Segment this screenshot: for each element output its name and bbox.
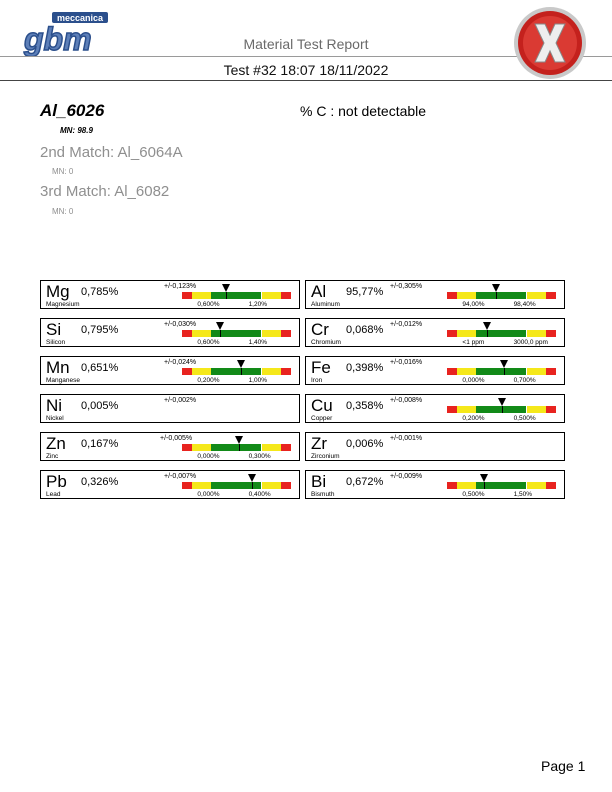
element-value: 0,651% <box>81 362 119 374</box>
gauge-segment-yellow <box>527 330 547 337</box>
element-symbol: Pb <box>46 472 67 491</box>
gauge-segment-red <box>546 368 556 375</box>
gauge-segment-yellow <box>192 444 212 451</box>
gauge-segment-yellow <box>192 368 212 375</box>
range-min-label: 0,000% <box>462 377 485 384</box>
x-logo-icon <box>513 6 587 80</box>
gauge-segment-yellow <box>457 482 477 489</box>
third-match-mn: MN: 0 <box>52 207 74 216</box>
gauge-segment-green <box>476 406 526 413</box>
element-uncertainty: +/-0,002% <box>164 397 197 404</box>
element-box-bi <box>305 470 565 499</box>
gauge-segment-green <box>211 444 261 451</box>
element-uncertainty: +/-0,123% <box>164 283 197 290</box>
gauge-value-tick <box>252 482 253 489</box>
element-box-si <box>40 318 300 347</box>
gauge-segment-green <box>211 368 261 375</box>
gauge-segment-green <box>476 368 526 375</box>
svg-text:meccanica: meccanica <box>56 13 104 23</box>
range-max-label: 1,50% <box>513 491 532 498</box>
element-uncertainty: +/-0,001% <box>390 435 423 442</box>
gauge-segment-red <box>447 330 457 337</box>
third-match: 3rd Match: Al_6082 <box>40 183 170 200</box>
element-symbol: Cr <box>311 320 329 339</box>
element-symbol: Zn <box>46 434 66 453</box>
element-symbol: Cu <box>311 396 333 415</box>
gauge-marker-icon <box>237 360 245 368</box>
element-name: Silicon <box>46 339 66 346</box>
element-box-fe <box>305 356 565 385</box>
element-symbol: Mg <box>46 282 70 301</box>
element-box-cr <box>305 318 565 347</box>
range-gauge <box>447 292 556 299</box>
element-box-mg <box>40 280 300 309</box>
element-uncertainty: +/-0,009% <box>390 473 423 480</box>
element-uncertainty: +/-0,005% <box>160 435 193 442</box>
range-gauge <box>447 482 556 489</box>
gauge-segment-yellow <box>262 330 282 337</box>
gauge-segment-red <box>546 482 556 489</box>
element-name: Zirconium <box>311 453 340 460</box>
gauge-segment-red <box>281 330 291 337</box>
gauge-segment-yellow <box>457 406 477 413</box>
gauge-segment-red <box>447 482 457 489</box>
gauge-segment-yellow <box>457 330 477 337</box>
gauge-segment-yellow <box>192 482 212 489</box>
range-min-label: 0,000% <box>197 491 220 498</box>
gauge-value-tick <box>504 368 505 375</box>
element-box-mn <box>40 356 300 385</box>
element-name: Aluminum <box>311 301 340 308</box>
gauge-segment-green <box>211 482 261 489</box>
range-min-label: 0,200% <box>197 377 220 384</box>
range-gauge <box>182 482 291 489</box>
element-box-al <box>305 280 565 309</box>
gauge-value-tick <box>487 330 488 337</box>
gauge-value-tick <box>484 482 485 489</box>
gauge-segment-yellow <box>457 292 477 299</box>
best-match-mn: MN: 98.9 <box>60 126 93 135</box>
subtitle-divider <box>0 80 612 81</box>
range-max-label: 0,500% <box>513 415 536 422</box>
range-max-label: 0,300% <box>248 453 271 460</box>
element-uncertainty: +/-0,016% <box>390 359 423 366</box>
element-uncertainty: +/-0,024% <box>164 359 197 366</box>
element-symbol: Fe <box>311 358 331 377</box>
gauge-value-tick <box>502 406 503 413</box>
element-value: 0,398% <box>346 362 384 374</box>
gauge-value-tick <box>226 292 227 299</box>
carbon-result: % C : not detectable <box>300 103 427 119</box>
gauge-value-tick <box>496 292 497 299</box>
range-min-label: 94,00% <box>462 301 485 308</box>
gauge-segment-red <box>546 292 556 299</box>
gauge-segment-yellow <box>262 292 282 299</box>
gauge-marker-icon <box>480 474 488 482</box>
gauge-segment-red <box>281 444 291 451</box>
gauge-segment-green <box>211 330 261 337</box>
gauge-segment-red <box>447 368 457 375</box>
element-uncertainty: +/-0,030% <box>164 321 197 328</box>
element-name: Copper <box>311 415 333 422</box>
element-value: 0,005% <box>81 400 119 412</box>
range-max-label: 0,700% <box>513 377 536 384</box>
element-box-zn <box>40 432 300 461</box>
gauge-segment-red <box>182 330 192 337</box>
range-max-label: 0,400% <box>248 491 271 498</box>
element-value: 0,068% <box>346 324 384 336</box>
gauge-segment-yellow <box>527 406 547 413</box>
element-value: 0,326% <box>81 476 119 488</box>
best-match-alloy: Al_6026 <box>40 101 105 120</box>
gauge-segment-yellow <box>262 482 282 489</box>
range-min-label: 0,200% <box>462 415 485 422</box>
element-value: 0,795% <box>81 324 119 336</box>
range-max-label: 1,40% <box>248 339 267 346</box>
gauge-marker-icon <box>498 398 506 406</box>
test-subtitle: Test #32 18:07 18/11/2022 <box>223 62 389 78</box>
element-uncertainty: +/-0,007% <box>164 473 197 480</box>
element-value: 0,672% <box>346 476 384 488</box>
element-uncertainty: +/-0,012% <box>390 321 423 328</box>
gauge-segment-yellow <box>262 368 282 375</box>
gauge-segment-yellow <box>192 292 212 299</box>
element-box-pb <box>40 470 300 499</box>
second-match: 2nd Match: Al_6064A <box>40 144 183 161</box>
range-gauge <box>182 444 291 451</box>
gauge-segment-red <box>546 406 556 413</box>
element-name: Lead <box>46 491 61 498</box>
element-value: 0,006% <box>346 438 384 450</box>
gauge-segment-green <box>476 292 526 299</box>
element-uncertainty: +/-0,305% <box>390 283 423 290</box>
report-title: Material Test Report <box>243 36 369 52</box>
gauge-segment-red <box>546 330 556 337</box>
gauge-segment-red <box>182 368 192 375</box>
range-gauge <box>182 368 291 375</box>
element-value: 0,358% <box>346 400 384 412</box>
second-match-mn: MN: 0 <box>52 167 74 176</box>
svg-text:gbm: gbm <box>24 21 92 56</box>
range-max-label: 3000,0 ppm <box>513 339 548 346</box>
element-box-cu <box>305 394 565 423</box>
element-uncertainty: +/-0,008% <box>390 397 423 404</box>
gauge-segment-red <box>182 482 192 489</box>
element-box-zr <box>305 432 565 461</box>
element-name: Bismuth <box>311 491 335 498</box>
range-max-label: 1,00% <box>248 377 267 384</box>
element-box-ni <box>40 394 300 423</box>
element-name: Magnesium <box>46 301 80 308</box>
range-min-label: 0,600% <box>197 339 220 346</box>
gauge-value-tick <box>239 444 240 451</box>
gauge-marker-icon <box>248 474 256 482</box>
element-value: 95,77% <box>346 286 384 298</box>
range-min-label: 0,500% <box>462 491 485 498</box>
element-value: 0,785% <box>81 286 119 298</box>
gauge-segment-red <box>182 292 192 299</box>
element-name: Iron <box>311 377 323 384</box>
range-gauge <box>182 292 291 299</box>
element-value: 0,167% <box>81 438 119 450</box>
gauge-segment-red <box>281 482 291 489</box>
gauge-segment-yellow <box>527 482 547 489</box>
gauge-segment-yellow <box>527 292 547 299</box>
range-gauge <box>182 330 291 337</box>
element-name: Nickel <box>46 415 64 422</box>
gauge-value-tick <box>220 330 221 337</box>
gauge-segment-yellow <box>262 444 282 451</box>
page-number: Page 1 <box>541 758 586 774</box>
range-min-label: 0,000% <box>197 453 220 460</box>
range-max-label: 98,40% <box>513 301 536 308</box>
gauge-segment-red <box>182 444 192 451</box>
element-symbol: Mn <box>46 358 70 377</box>
range-gauge <box>447 406 556 413</box>
gauge-segment-yellow <box>527 368 547 375</box>
element-symbol: Ni <box>46 396 63 415</box>
gauge-marker-icon <box>500 360 508 368</box>
gauge-marker-icon <box>492 284 500 292</box>
gauge-segment-yellow <box>457 368 477 375</box>
element-symbol: Zr <box>311 434 328 453</box>
gauge-marker-icon <box>235 436 243 444</box>
gauge-segment-green <box>211 292 261 299</box>
gauge-segment-red <box>281 368 291 375</box>
element-name: Chromium <box>311 339 341 346</box>
gauge-segment-red <box>447 292 457 299</box>
gauge-segment-red <box>281 292 291 299</box>
element-symbol: Bi <box>311 472 327 491</box>
range-min-label: <1 ppm <box>462 339 485 346</box>
range-gauge <box>447 330 556 337</box>
element-name: Manganese <box>46 377 80 384</box>
gauge-value-tick <box>241 368 242 375</box>
element-symbol: Si <box>46 320 62 339</box>
gauge-segment-yellow <box>192 330 212 337</box>
range-gauge <box>447 368 556 375</box>
element-name: Zinc <box>46 453 59 460</box>
gauge-segment-red <box>447 406 457 413</box>
gauge-segment-green <box>476 330 526 337</box>
gauge-marker-icon <box>483 322 491 330</box>
gauge-marker-icon <box>222 284 230 292</box>
range-max-label: 1,20% <box>248 301 267 308</box>
range-min-label: 0,600% <box>197 301 220 308</box>
element-symbol: Al <box>311 282 327 301</box>
gauge-marker-icon <box>216 322 224 330</box>
